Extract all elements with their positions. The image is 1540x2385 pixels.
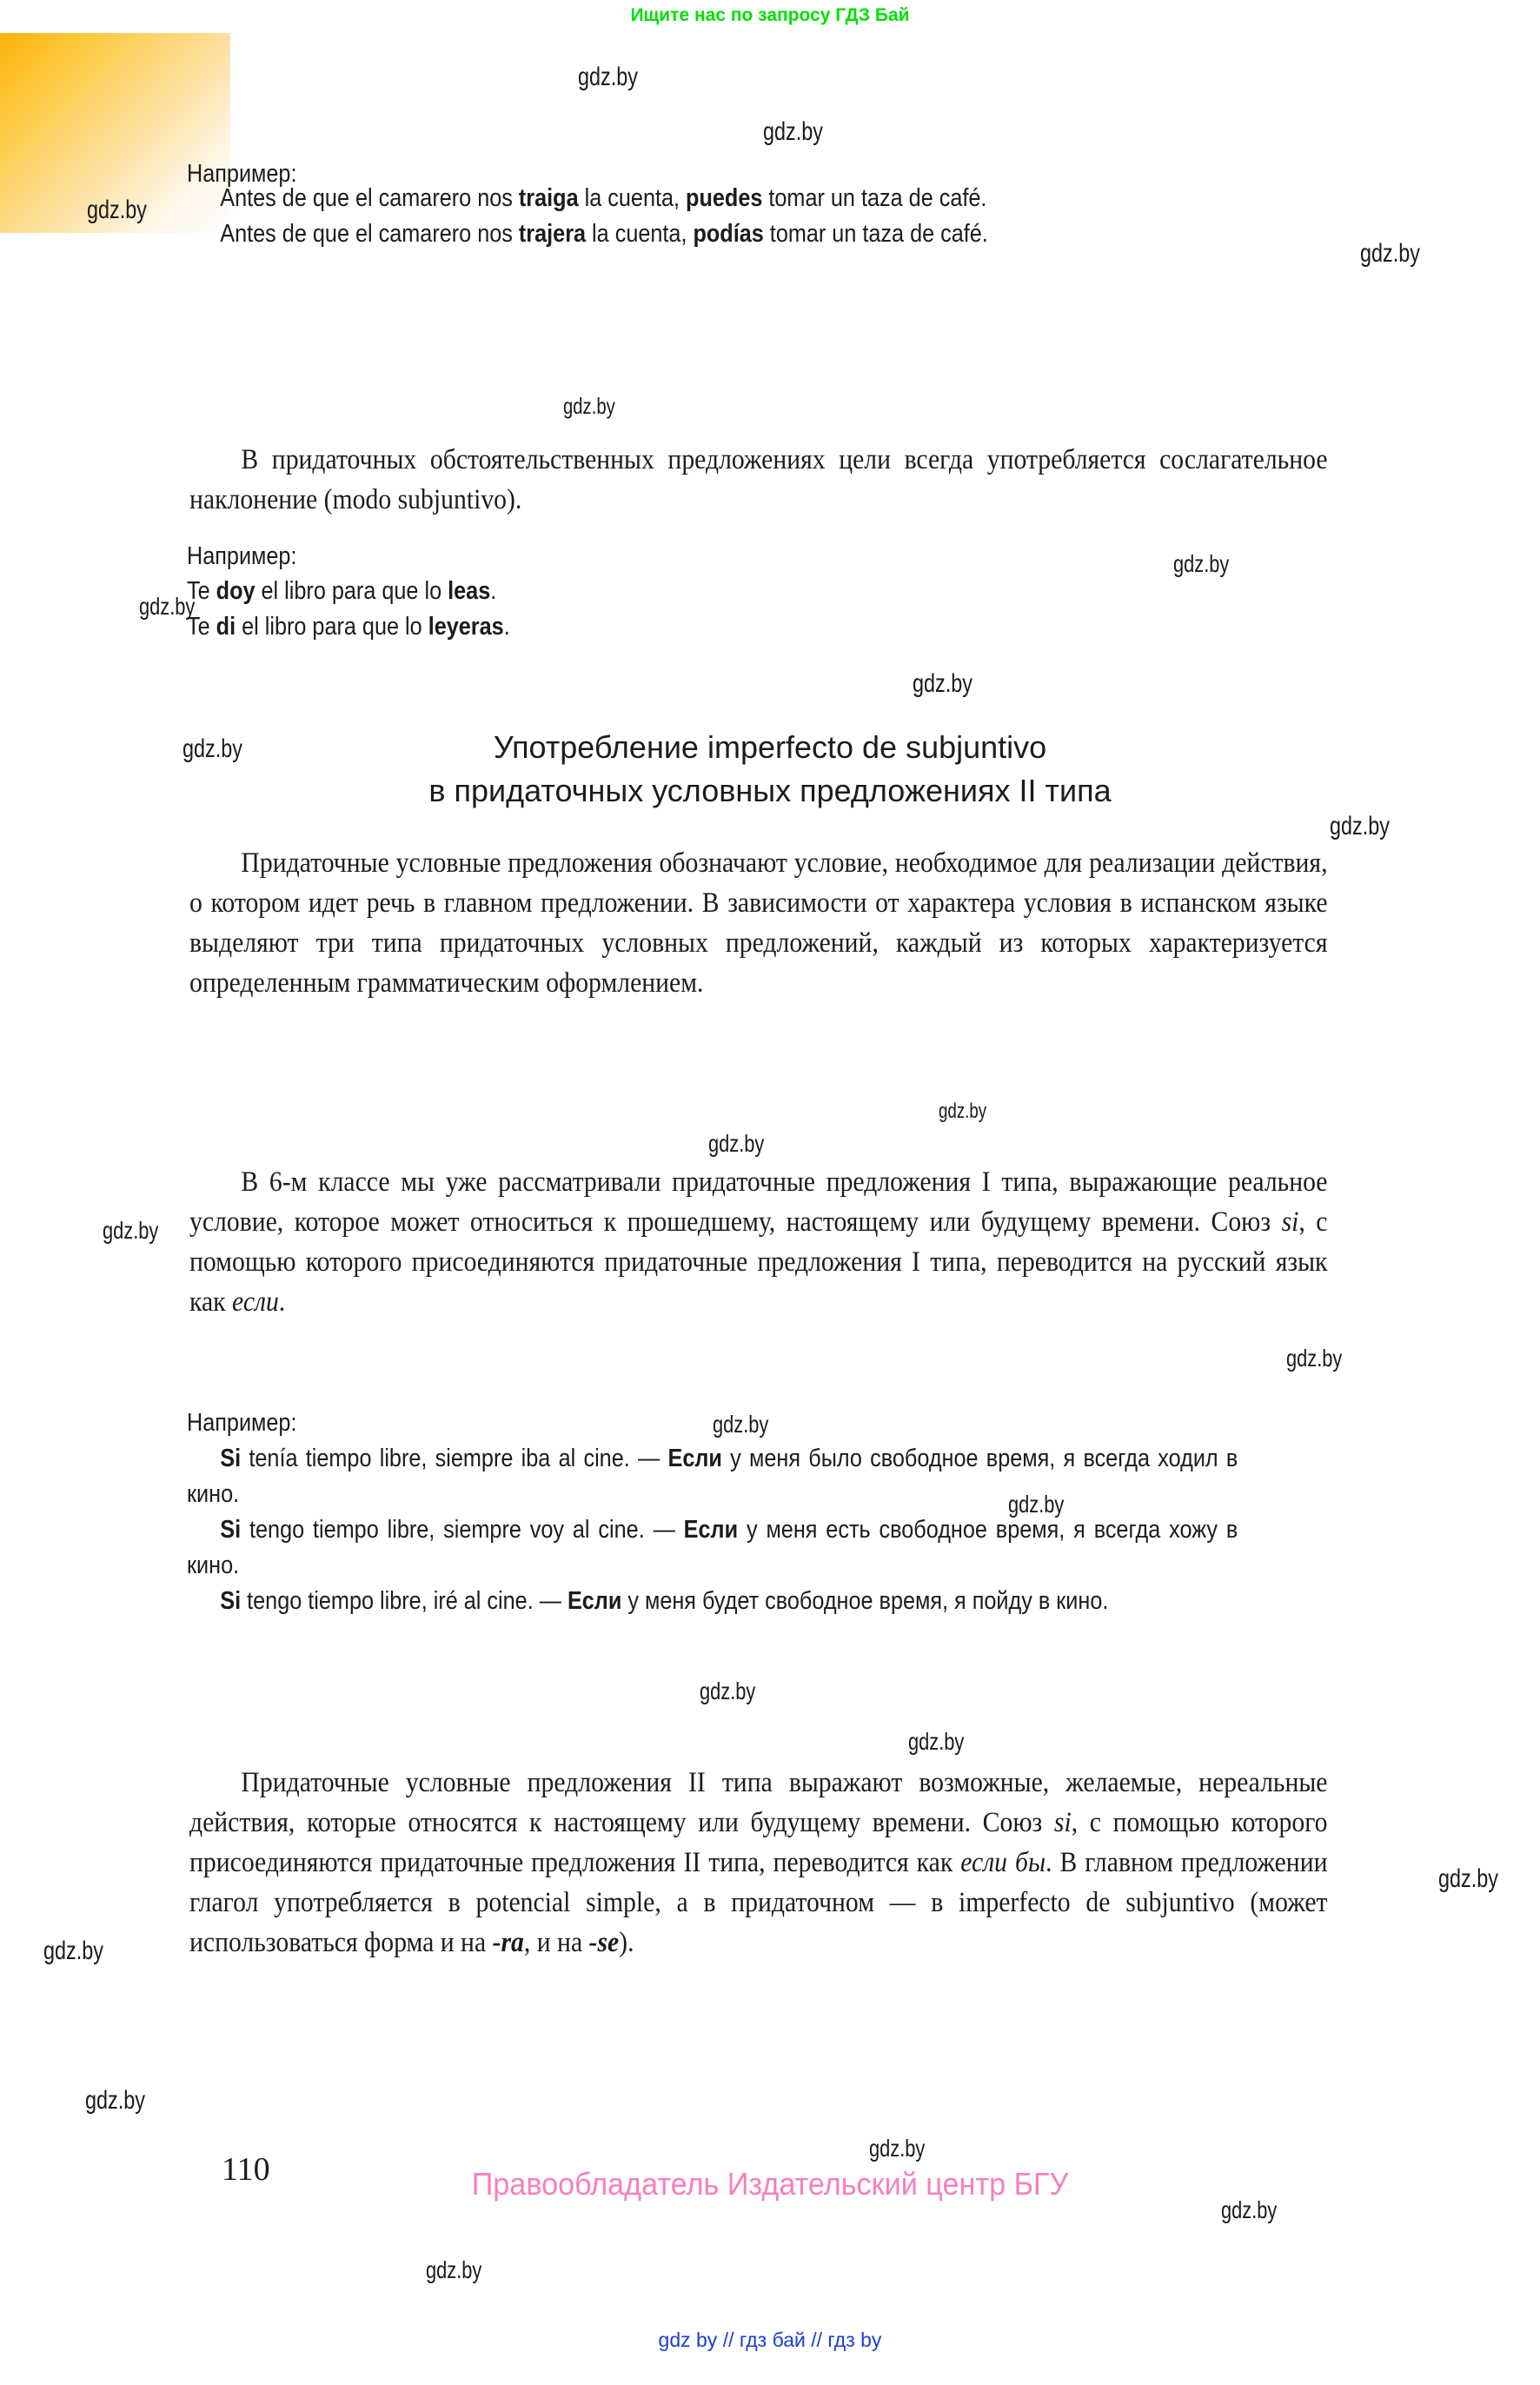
- section-heading: [0, 726, 1540, 813]
- watermark: gdz.by: [1330, 812, 1390, 840]
- watermark: gdz.by: [87, 196, 147, 224]
- promo-banner: Ищите нас по запросу ГДЗ Бай: [630, 5, 910, 25]
- watermark: gdz.by: [1221, 2196, 1278, 2223]
- example-line: Si tenía tiempo libre, siempre iba al cine. — Если у меня было свободное время, я всегда ходил в кино.: [187, 1445, 1238, 1508]
- watermark: gdz.by: [1360, 239, 1420, 268]
- paragraph-subjuntivo-purpose: В придаточных обстоятельственных предложениях цели всегда употребляется сослагательное наклонение (modo subjuntivo).: [189, 444, 1328, 515]
- watermark: gdz.by: [85, 2086, 145, 2115]
- watermark: gdz.by: [1286, 1345, 1343, 1372]
- bottom-links: gdz by // гдз бай // гдз by: [658, 2329, 882, 2351]
- watermark: gdz.by: [183, 734, 242, 763]
- watermark: gdz.by: [139, 593, 196, 620]
- watermark: gdz.by: [1008, 1491, 1065, 1518]
- watermark: gdz.by: [1438, 1864, 1498, 1893]
- watermark: gdz.by: [700, 1677, 756, 1704]
- section-heading-line-2: в придаточных условных предложениях II типа: [428, 773, 1112, 808]
- example-line: Antes de que el camarero nos trajera la cuenta, podías tomar un taza de café.: [220, 220, 988, 248]
- watermark: gdz.by: [1173, 550, 1230, 577]
- watermark: gdz.by: [869, 2135, 926, 2162]
- section-heading-line-1: Употребление imperfecto de subjuntivo: [493, 729, 1047, 765]
- watermark: gdz.by: [908, 1728, 965, 1755]
- watermark: gdz.by: [913, 669, 972, 698]
- watermark: gdz.by: [763, 117, 823, 146]
- watermark: gdz.by: [426, 2256, 482, 2283]
- watermark: gdz.by: [578, 63, 638, 91]
- example-label-2: Например:: [187, 542, 297, 570]
- watermark: gdz.by: [939, 1099, 987, 1123]
- watermark: gdz.by: [43, 1937, 103, 1965]
- watermark: gdz.by: [103, 1217, 159, 1244]
- example-line: Si tengo tiempo libre, siempre voy al cine. — Если у меня есть свободное время, я всегда хожу в кино.: [187, 1516, 1238, 1579]
- watermark: gdz.by: [708, 1130, 765, 1157]
- watermark: gdz.by: [713, 1411, 769, 1438]
- example-block-3: [187, 1441, 1238, 1619]
- watermark: gdz.by: [563, 393, 615, 419]
- copyright-notice: Правообладатель Издательский центр БГУ: [471, 2166, 1069, 2202]
- paragraph-type-one: В 6-м классе мы уже рассматривали придаточные предложения I типа, выражающие реальное условие, которое может относиться к прошедшему, настоящему или будущему времени. Союз si, с помощью которого присоединяются придаточные предложения I типа, переводится на русский язык как если.: [189, 1166, 1328, 1318]
- example-line: Si tengo tiempo libre, iré al cine. — Если у меня будет свободное время, я пойду в кино.: [220, 1587, 1109, 1615]
- example-block-2: [187, 574, 1072, 645]
- example-line: Te di el libro para que lo leyeras.: [187, 613, 510, 641]
- paragraph-type-two: Придаточные условные предложения II типа выражают возможные, желаемые, нереальные действия, которые относятся к настоящему или будущему времени. Союз si, с помощью которого присоединяются придаточные предложения II типа, переводится как если бы. В главном предложении глагол употребляется в potencial simple, а в придаточном — в imperfecto de subjuntivo (может использоваться форма и на -ra, и на -se).: [189, 1767, 1328, 1958]
- example-block-1: [187, 181, 1072, 252]
- example-line: Te doy el libro para que lo leas.: [187, 577, 497, 605]
- example-line: Antes de que el camarero nos traiga la cuenta, puedes tomar un taza de café.: [220, 184, 987, 212]
- page-number: 110: [222, 2151, 270, 2188]
- example-label-1: Например:: [187, 160, 297, 188]
- paragraph-conditional-intro: Придаточные условные предложения обозначают условие, необходимое для реализации действия, о котором идет речь в главном предложении. В зависимости от характера условия в испанском языке выделяют три типа придаточных условных предложений, каждый из которых характеризуется определенным грамматическим оформлением.: [189, 847, 1328, 999]
- example-label-3: Например:: [187, 1409, 297, 1437]
